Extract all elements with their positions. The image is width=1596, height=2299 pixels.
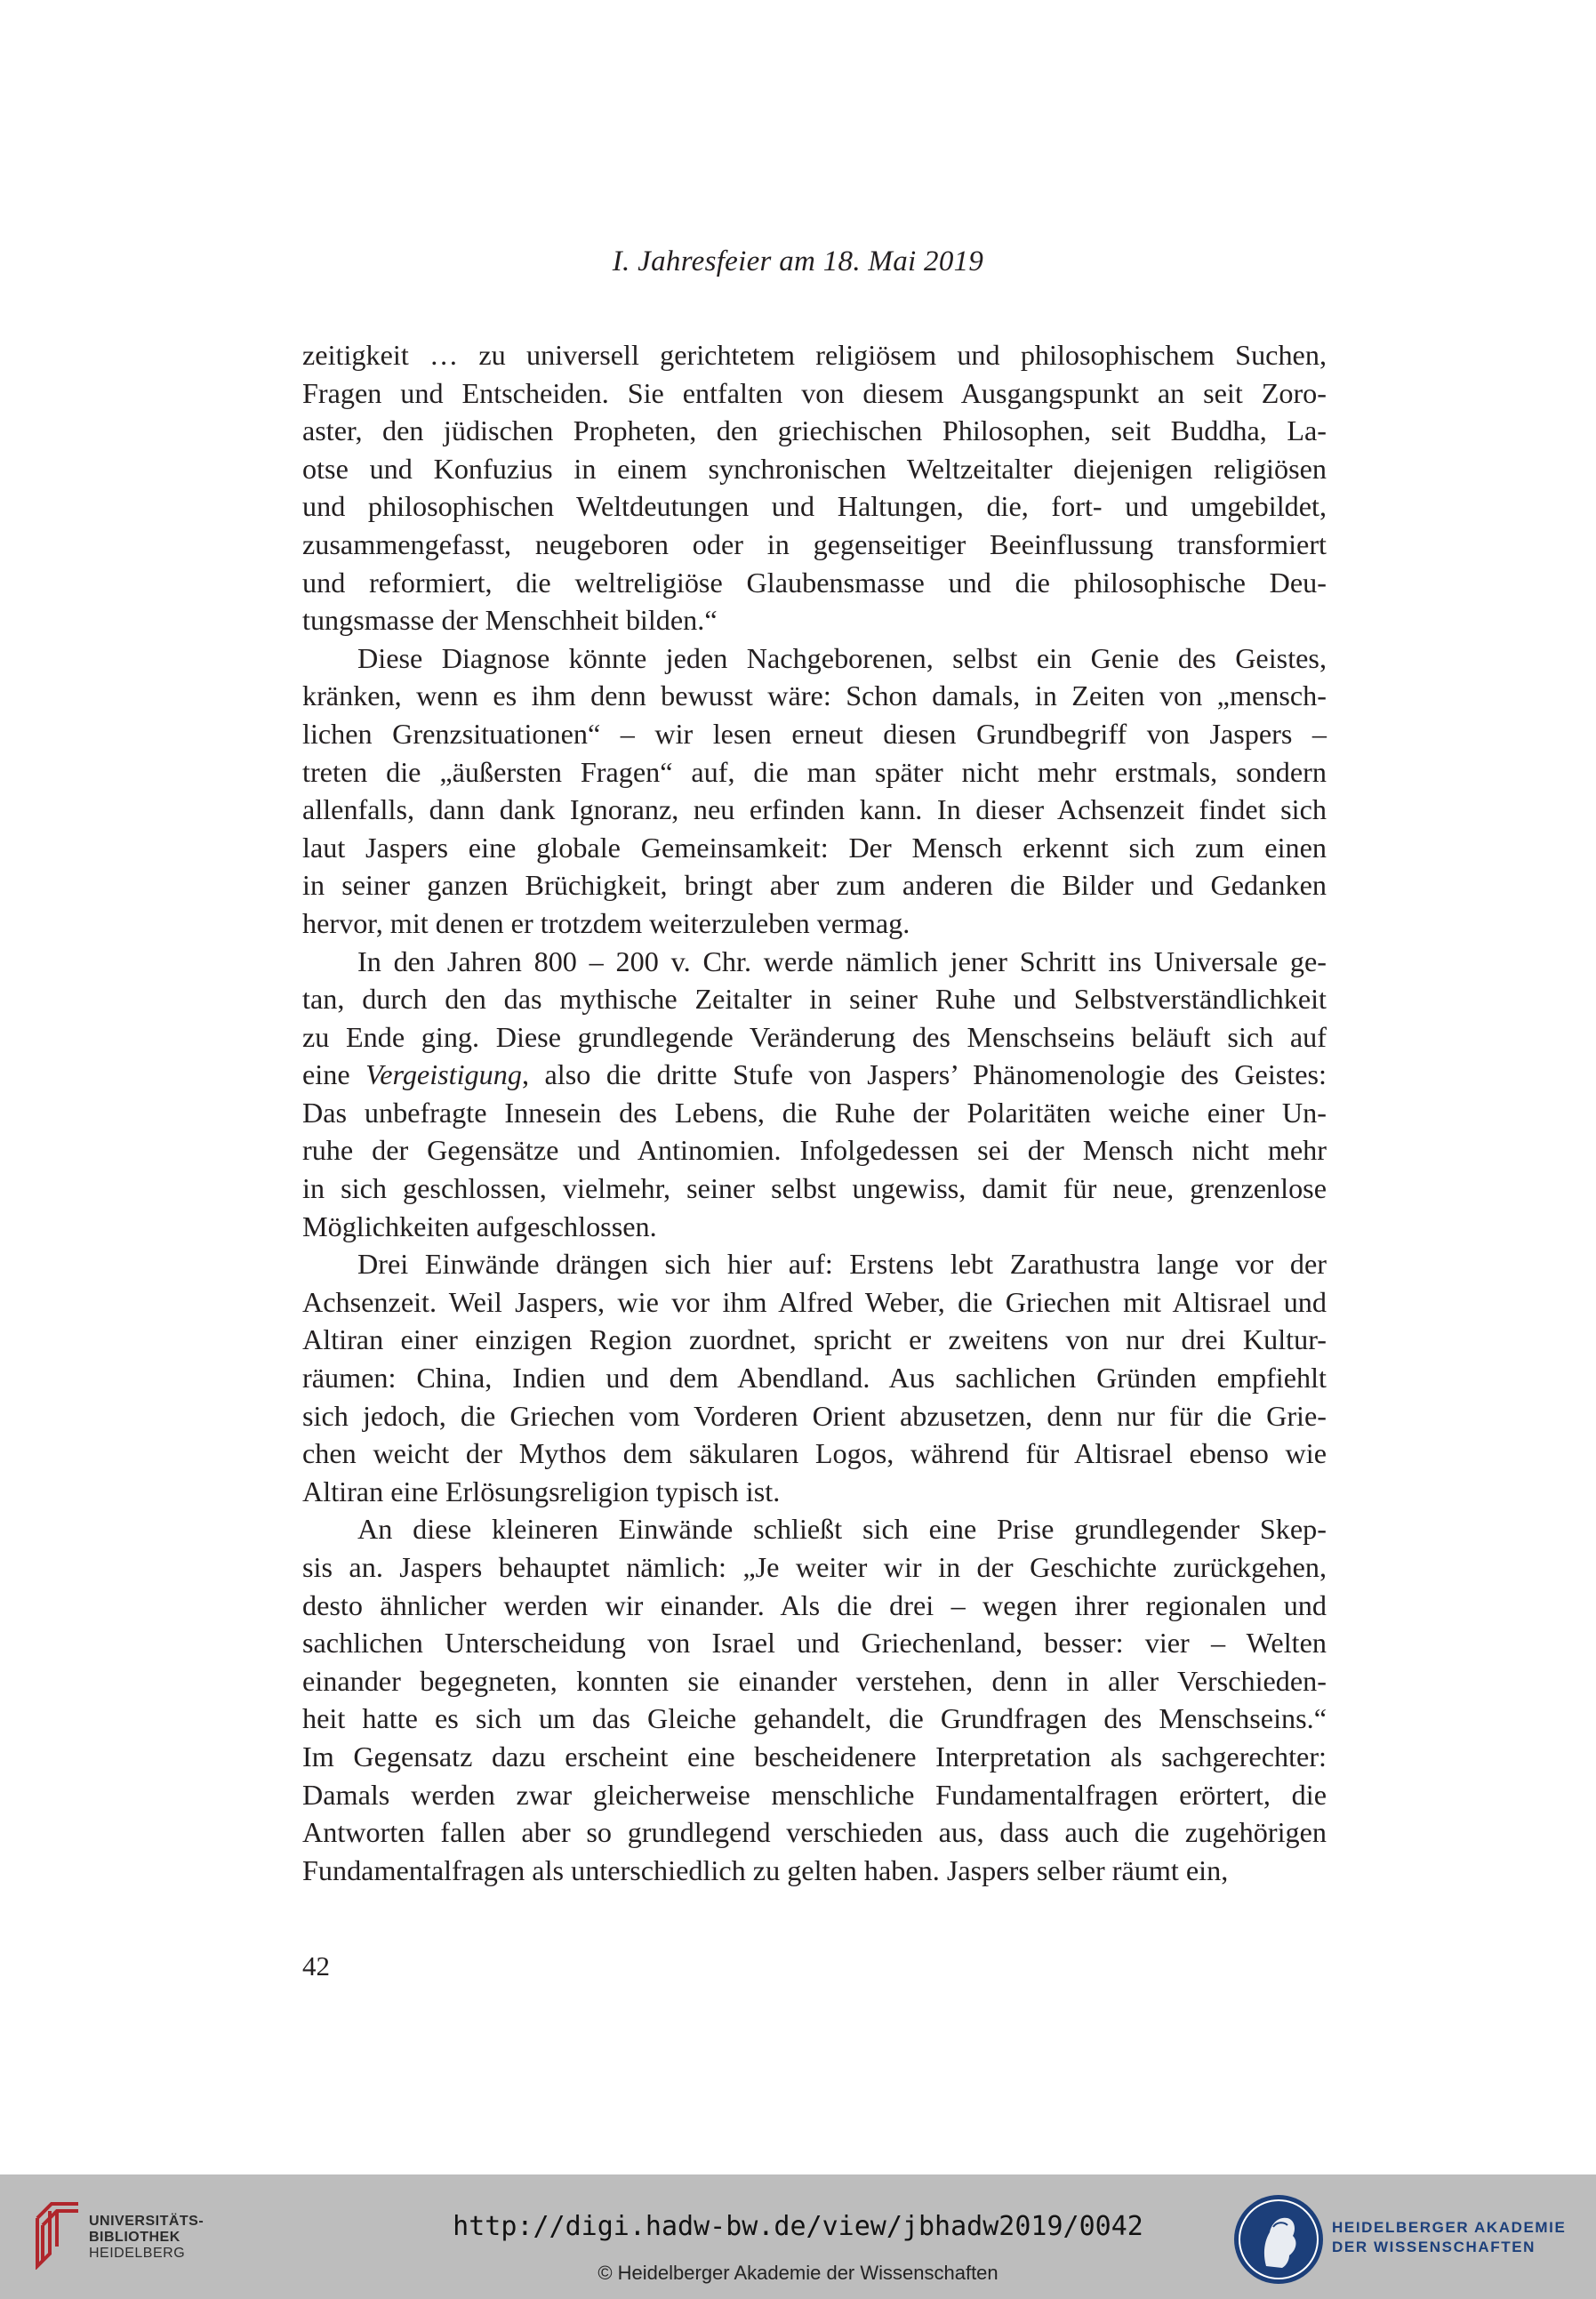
text-line: tan, durch den das mythische Zeitalter in seiner Ruhe und Selbstverständlichkeit (302, 983, 1327, 1016)
text-line: Achsenzeit. Weil Jaspers, wie vor ihm Alfred Weber, die Griechen mit Altisrael und (302, 1285, 1327, 1318)
text-line: lichen Grenzsituationen“ – wir lesen erneut diesen Grundbegriff von Jaspers – (302, 717, 1327, 750)
text-line: Fundamentalfragen als unterschiedlich zu gelten haben. Jaspers selber räumt ein, (302, 1853, 1229, 1886)
text-line: räumen: China, Indien und dem Abendland. Aus sachlichen Gründen empfiehlt (302, 1362, 1327, 1395)
library-name-line2: BIBLIOTHEK (89, 2230, 180, 2245)
text-line: desto ähnlicher werden wir einander. Als die drei – wegen ihrer regionalen und (302, 1588, 1327, 1621)
paragraph (302, 943, 1327, 1246)
emphasis: Vergeistigung (365, 1058, 522, 1091)
text-line: und reformiert, die weltreligiöse Glaubensmasse und die philosophische Deu- (302, 566, 1327, 599)
text-line: ruhe der Gegensätze und Antinomien. Infolgedessen sei der Mensch nicht mehr (302, 1134, 1327, 1167)
text-line: Fragen und Entscheiden. Sie entfalten von diesem Ausgangspunkt an seit Zoro- (302, 376, 1327, 409)
text-line: chen weicht der Mythos dem säkularen Logos, während für Altisrael ebenso wie (302, 1437, 1327, 1470)
text-line: In den Jahren 800 – 200 v. Chr. werde nämlich jener Schritt ins Universale ge- (357, 945, 1327, 977)
body-text (302, 336, 1327, 1889)
text-line: Antworten fallen aber so grundlegend verschieden aus, dass auch die zugehörigen (302, 1816, 1327, 1849)
text-line: sis an. Jaspers behauptet nämlich: „Je weiter wir in der Geschichte zurückgehen, (302, 1551, 1327, 1583)
text-line: sachlichen Unterscheidung von Israel und Griechenland, besser: vier – Welten (302, 1627, 1327, 1660)
text-line: tungsmasse der Menschheit bilden.“ (302, 604, 718, 637)
text-line: Das unbefragte Innesein des Lebens, die Ruhe der Polaritäten weiche einer Un- (302, 1096, 1327, 1129)
text-line: allenfalls, dann dank Ignoranz, neu erfinden kann. In dieser Achsenzeit findet sich (302, 793, 1327, 826)
academy-seal-icon (1231, 2191, 1327, 2287)
text-line: Altiran eine Erlösungsreligion typisch ist. (302, 1475, 781, 1507)
text-line: aster, den jüdischen Propheten, den griechischen Philosophen, seit Buddha, La- (302, 414, 1327, 447)
text-line: Drei Einwände drängen sich hier auf: Erstens lebt Zarathustra lange vor der (357, 1248, 1327, 1281)
text-line: und philosophischen Weltdeutungen und Haltungen, die, fort- und umgebildet, (302, 490, 1327, 523)
text-line: kränken, wenn es ihm denn bewusst wäre: Schon damals, in Zeiten von „mensch- (302, 679, 1327, 712)
text-line: zu Ende ging. Diese grundlegende Veränderung des Menschseins beläuft sich auf (302, 1020, 1327, 1053)
text-line: Diese Diagnose könnte jeden Nachgeborenen, selbst ein Genie des Geistes, (357, 641, 1327, 674)
page-number: 42 (302, 1950, 330, 1981)
text-line: zusammengefasst, neugeboren oder in gegenseitiger Beeinflussung transformiert (302, 527, 1327, 560)
running-header: I. Jahresfeier am 18. Mai 2019 (612, 245, 984, 277)
academy-name-line1: HEIDELBERGER AKADEMIE (1332, 2219, 1567, 2236)
text-line: otse und Konfuzius in einem synchronischen Weltzeitalter diejenigen religiösen (302, 452, 1327, 485)
paragraph (302, 1245, 1327, 1510)
text-line: in seiner ganzen Brüchigkeit, bringt aber zum anderen die Bilder und Gedanken (302, 869, 1327, 902)
text-line: Im Gegensatz dazu erscheint eine bescheidenere Interpretation als sachgerechter: (302, 1740, 1327, 1772)
paragraph (302, 1510, 1327, 1889)
text-line: eine Vergeistigung, also die dritte Stufe von Jaspers’ Phänomenologie des Geistes: (302, 1058, 1327, 1091)
text-line: heit hatte es sich um das Gleiche gehandelt, die Grundfragen des Menschseins.“ (302, 1702, 1327, 1735)
academy-name (1332, 2218, 1566, 2257)
text-line: hervor, mit denen er trotzdem weiterzuleben vermag. (302, 906, 910, 939)
text-line: laut Jaspers eine globale Gemeinsamkeit: Der Mensch erkennt sich zum einen (302, 831, 1327, 864)
academy-name-line2: DER WISSENSCHAFTEN (1332, 2239, 1536, 2255)
text-line: Altiran einer einzigen Region zuordnet, spricht er zweitens von nur drei Kultur- (302, 1323, 1327, 1356)
paragraph (302, 639, 1327, 943)
paragraph (302, 336, 1327, 639)
text-line: sich jedoch, die Griechen vom Vorderen Orient abzusetzen, denn nur für die Grie- (302, 1399, 1327, 1432)
copyright-notice: © Heidelberger Akademie der Wissenschaften (597, 2262, 999, 2284)
library-name-line1: UNIVERSITÄTS- (89, 2214, 205, 2229)
text-line: in sich geschlossen, vielmehr, seiner selbst ungewiss, damit für neue, grenzenlose (302, 1172, 1327, 1205)
text-line: treten die „äußersten Fragen“ auf, die man später nicht mehr erstmals, sondern (302, 755, 1327, 788)
permalink-url[interactable]: http://digi.hadw-bw.de/view/jbhadw2019/0042 (453, 2211, 1143, 2242)
text-line: einander begegneten, konnten sie einander verstehen, denn in aller Verschieden- (302, 1664, 1327, 1697)
text-line: An diese kleineren Einwände schließt sich eine Prise grundlegender Skep- (357, 1513, 1327, 1546)
text-line: Damals werden zwar gleicherweise menschliche Fundamentalfragen erörtert, die (302, 1778, 1327, 1811)
text-line: zeitigkeit … zu universell gerichtetem religiösem und philosophischem Suchen, (302, 339, 1327, 371)
text-line: Möglichkeiten aufgeschlossen. (302, 1210, 657, 1242)
library-name-line3: HEIDELBERG (89, 2246, 186, 2261)
